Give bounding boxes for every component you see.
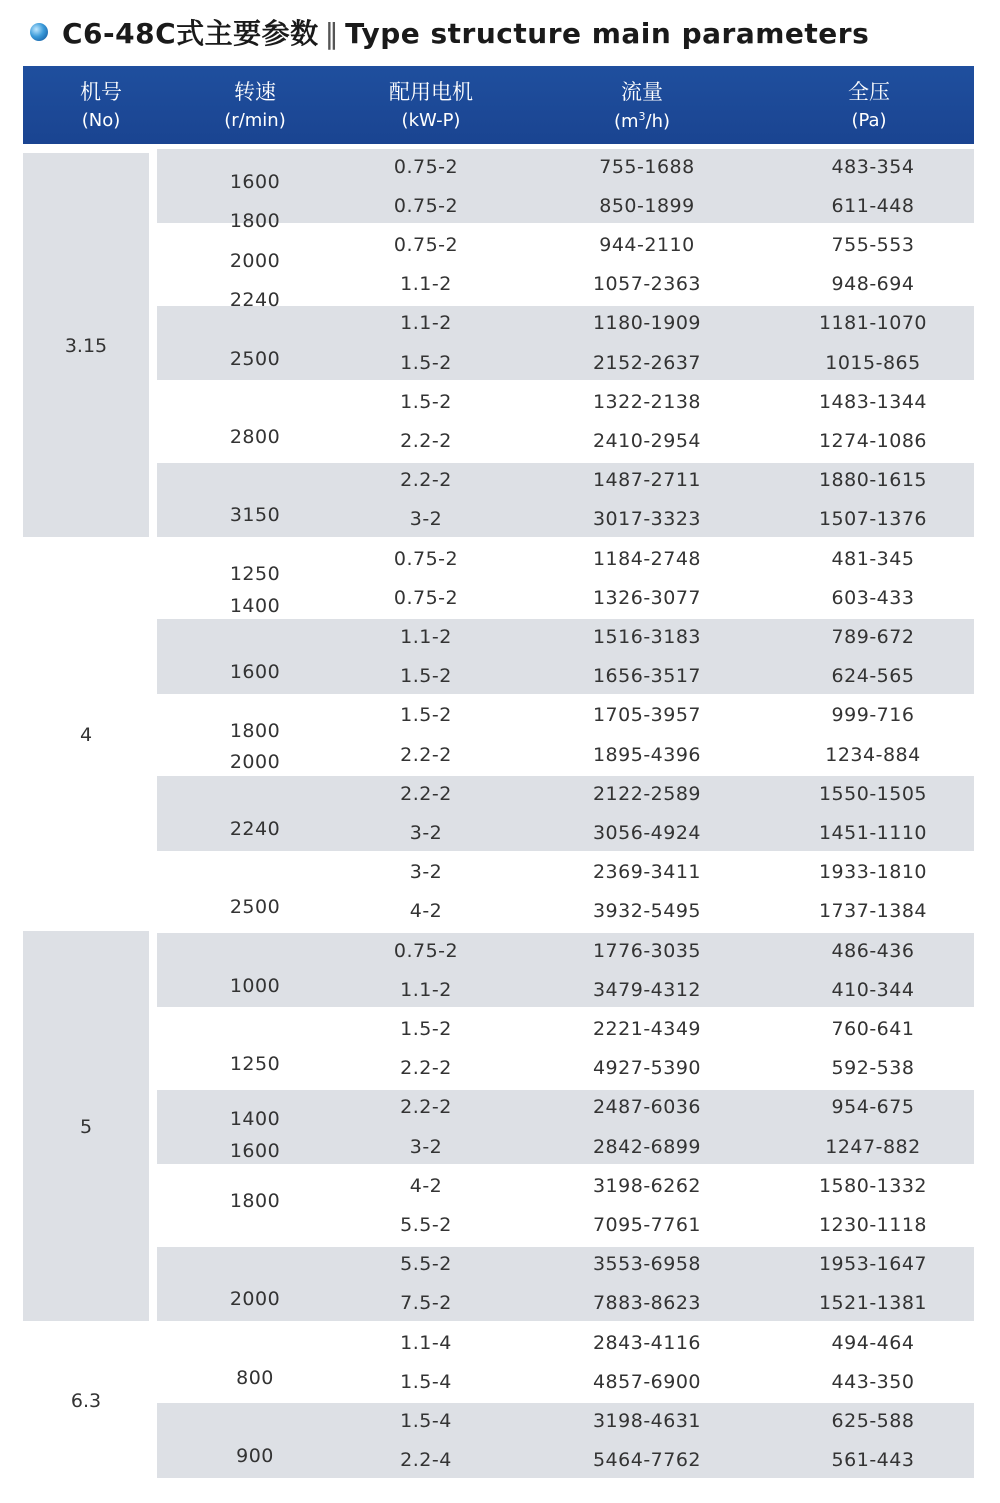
- pressure-cell: 789-672: [831, 626, 915, 648]
- speed-cell: 2500: [229, 347, 281, 370]
- motor-cell: 2.2-2: [400, 1096, 452, 1119]
- machine-no: 6.3: [70, 1390, 102, 1413]
- motor-cell: 2.2-2: [400, 743, 452, 766]
- header-no-zh: 机号: [80, 80, 122, 104]
- motor-cell: 1.5-4: [400, 1370, 452, 1393]
- flow-cell: 1487-2711: [592, 469, 702, 492]
- motor-cell: 1.5-2: [400, 351, 452, 374]
- pressure-cell: 611-448: [831, 194, 915, 217]
- header-flow-unit-suffix: /h): [645, 111, 671, 132]
- motor-cell: 4-2: [409, 1174, 443, 1197]
- pressure-cell: 1737-1384: [818, 900, 928, 923]
- pressure-cell: 481-345: [831, 547, 915, 570]
- speed-cell: 2000: [229, 1288, 281, 1311]
- flow-cell: 2152-2637: [592, 351, 702, 374]
- speed-cell: 1600: [229, 171, 281, 194]
- motor-cell: 1.1-2: [400, 626, 452, 648]
- speed-cell: 2500: [229, 896, 281, 919]
- machine-block: [23, 539, 149, 929]
- flow-cell: 3479-4312: [592, 978, 702, 1001]
- motor-cell: 0.75-2: [393, 586, 459, 609]
- flow-cell: 850-1899: [599, 194, 695, 217]
- flow-cell: 1326-3077: [592, 586, 702, 609]
- pressure-cell: 1234-884: [825, 743, 921, 766]
- speed-cell: 1800: [229, 210, 281, 233]
- speed-cell: 2800: [229, 426, 281, 449]
- flow-cell: 3932-5495: [592, 900, 702, 923]
- header-flow-zh: 流量: [621, 80, 663, 104]
- speed-cell: 800: [236, 1366, 274, 1389]
- flow-cell: 2122-2589: [592, 782, 702, 805]
- header-flow-unit-sup: 3: [638, 110, 646, 123]
- motor-cell: 3-2: [409, 508, 443, 531]
- speed-cell: 1600: [229, 1139, 281, 1162]
- flow-cell: 7095-7761: [592, 1214, 702, 1236]
- motor-cell: 3-2: [409, 861, 443, 884]
- motor-cell: 4-2: [409, 900, 443, 923]
- pressure-cell: 483-354: [831, 155, 915, 178]
- motor-cell: 1.1-2: [400, 312, 452, 335]
- flow-cell: 2410-2954: [592, 430, 702, 452]
- pressure-cell: 1247-882: [825, 1135, 921, 1158]
- motor-cell: 1.1-2: [400, 273, 452, 296]
- pressure-cell: 999-716: [831, 704, 915, 727]
- motor-cell: 1.5-2: [400, 1018, 452, 1040]
- pressure-cell: 624-565: [831, 665, 915, 688]
- speed-cell: 1000: [229, 974, 281, 997]
- pressure-cell: 410-344: [831, 978, 915, 1001]
- pressure-cell: 1483-1344: [818, 390, 928, 413]
- motor-cell: 0.75-2: [393, 155, 459, 178]
- motor-cell: 2.2-4: [400, 1449, 452, 1472]
- pressure-cell: 443-350: [831, 1370, 915, 1393]
- motor-cell: 1.5-2: [400, 390, 452, 413]
- machine-block: [23, 1323, 149, 1478]
- motor-cell: 7.5-2: [400, 1292, 452, 1315]
- flow-cell: 2369-3411: [592, 861, 702, 884]
- pressure-cell: 486-436: [831, 939, 915, 962]
- flow-cell: 3017-3323: [592, 508, 702, 531]
- pressure-cell: 1507-1376: [818, 508, 928, 531]
- pressure-cell: 755-553: [831, 234, 915, 256]
- page-title: [30, 12, 869, 52]
- header-motor-en: (kW-P): [401, 110, 461, 131]
- flow-cell: 3198-4631: [592, 1410, 702, 1432]
- motor-cell: 1.5-2: [400, 704, 452, 727]
- flow-cell: 3198-6262: [592, 1174, 702, 1197]
- motor-cell: 2.2-2: [400, 1057, 452, 1080]
- flow-cell: 1705-3957: [592, 704, 702, 727]
- speed-cell: 1250: [229, 1053, 281, 1076]
- machine-no: 4: [79, 724, 93, 746]
- flow-cell: 2221-4349: [592, 1018, 702, 1040]
- motor-cell: 0.75-2: [393, 939, 459, 962]
- flow-cell: 1516-3183: [592, 626, 702, 648]
- table-header: [23, 66, 974, 144]
- flow-cell: 1776-3035: [592, 939, 702, 962]
- pressure-cell: 1521-1381: [818, 1292, 928, 1315]
- pressure-cell: 625-588: [831, 1410, 915, 1432]
- flow-cell: 944-2110: [599, 234, 695, 256]
- flow-cell: 3056-4924: [592, 822, 702, 844]
- flow-cell: 2487-6036: [592, 1096, 702, 1119]
- header-flow-unit-prefix: (m: [613, 111, 639, 132]
- pressure-cell: 1550-1505: [818, 782, 928, 805]
- pressure-cell: 1230-1118: [818, 1214, 928, 1236]
- motor-cell: 5.5-2: [400, 1214, 452, 1236]
- title-separator: ‖: [324, 17, 340, 50]
- header-pressure-en: (Pa): [851, 110, 887, 131]
- motor-cell: 2.2-2: [400, 430, 452, 452]
- pressure-cell: 592-538: [831, 1057, 915, 1080]
- motor-cell: 2.2-2: [400, 782, 452, 805]
- speed-cell: 2000: [229, 751, 281, 774]
- speed-cell: 1600: [229, 661, 281, 684]
- flow-cell: 1322-2138: [592, 390, 702, 413]
- pressure-cell: 1015-865: [825, 351, 921, 374]
- speed-cell: 1800: [229, 1190, 281, 1213]
- flow-cell: 1656-3517: [592, 665, 702, 688]
- header-flow-en: [614, 110, 670, 132]
- motor-cell: 1.1-4: [400, 1331, 452, 1354]
- speed-cell: 2240: [229, 818, 281, 841]
- motor-cell: 0.75-2: [393, 194, 459, 217]
- header-no-en: (No): [81, 110, 121, 131]
- pressure-cell: 1451-1110: [818, 822, 928, 844]
- flow-cell: 4857-6900: [592, 1370, 702, 1393]
- flow-cell: 2842-6899: [592, 1135, 702, 1158]
- title-zh: C6-48C式主要参数: [62, 17, 319, 50]
- pressure-cell: 1181-1070: [818, 312, 928, 335]
- pressure-cell: 1953-1647: [818, 1253, 928, 1276]
- flow-cell: 1180-1909: [592, 312, 702, 335]
- speed-cell: 1250: [229, 563, 281, 586]
- pressure-cell: 603-433: [831, 586, 915, 609]
- flow-cell: 755-1688: [599, 155, 695, 178]
- speed-cell: 2240: [229, 288, 281, 311]
- motor-cell: 0.75-2: [393, 547, 459, 570]
- speed-cell: 1400: [229, 1108, 281, 1131]
- motor-cell: 1.5-2: [400, 665, 452, 688]
- speed-cell: 1400: [229, 594, 281, 617]
- motor-cell: 2.2-2: [400, 469, 452, 492]
- motor-cell: 1.5-4: [400, 1410, 452, 1432]
- flow-cell: 2843-4116: [592, 1331, 702, 1354]
- speed-cell: 900: [236, 1445, 274, 1468]
- flow-cell: 1057-2363: [592, 273, 702, 296]
- flow-cell: 5464-7762: [592, 1449, 702, 1472]
- flow-cell: 7883-8623: [592, 1292, 702, 1315]
- machine-block: [23, 153, 149, 537]
- machine-no: 3.15: [64, 335, 108, 357]
- speed-cell: 3150: [229, 504, 281, 527]
- bullet-icon: [30, 23, 48, 41]
- speed-cell: 1800: [229, 720, 281, 743]
- machine-no: 5: [79, 1116, 93, 1138]
- title-en: Type structure main parameters: [345, 17, 870, 50]
- header-speed-zh: 转速: [234, 80, 276, 104]
- pressure-cell: 1580-1332: [818, 1174, 928, 1197]
- header-motor-zh: 配用电机: [389, 80, 473, 104]
- pressure-cell: 494-464: [831, 1331, 915, 1354]
- pressure-cell: 1880-1615: [818, 469, 928, 492]
- flow-cell: 1895-4396: [592, 743, 702, 766]
- pressure-cell: 1274-1086: [818, 430, 928, 452]
- motor-cell: 5.5-2: [400, 1253, 452, 1276]
- speed-cell: 2000: [229, 249, 281, 272]
- pressure-cell: 948-694: [831, 273, 915, 296]
- machine-block: [23, 931, 149, 1321]
- flow-cell: 3553-6958: [592, 1253, 702, 1276]
- motor-cell: 1.1-2: [400, 978, 452, 1001]
- header-pressure-zh: 全压: [848, 80, 890, 104]
- title-text: [62, 12, 869, 52]
- pressure-cell: 760-641: [831, 1018, 915, 1040]
- pressure-cell: 1933-1810: [818, 861, 928, 884]
- motor-cell: 0.75-2: [393, 234, 459, 256]
- flow-cell: 1184-2748: [592, 547, 702, 570]
- flow-cell: 4927-5390: [592, 1057, 702, 1080]
- motor-cell: 3-2: [409, 1135, 443, 1158]
- pressure-cell: 954-675: [831, 1096, 915, 1119]
- pressure-cell: 561-443: [831, 1449, 915, 1472]
- motor-cell: 3-2: [409, 822, 443, 844]
- header-speed-en: (r/min): [224, 110, 286, 131]
